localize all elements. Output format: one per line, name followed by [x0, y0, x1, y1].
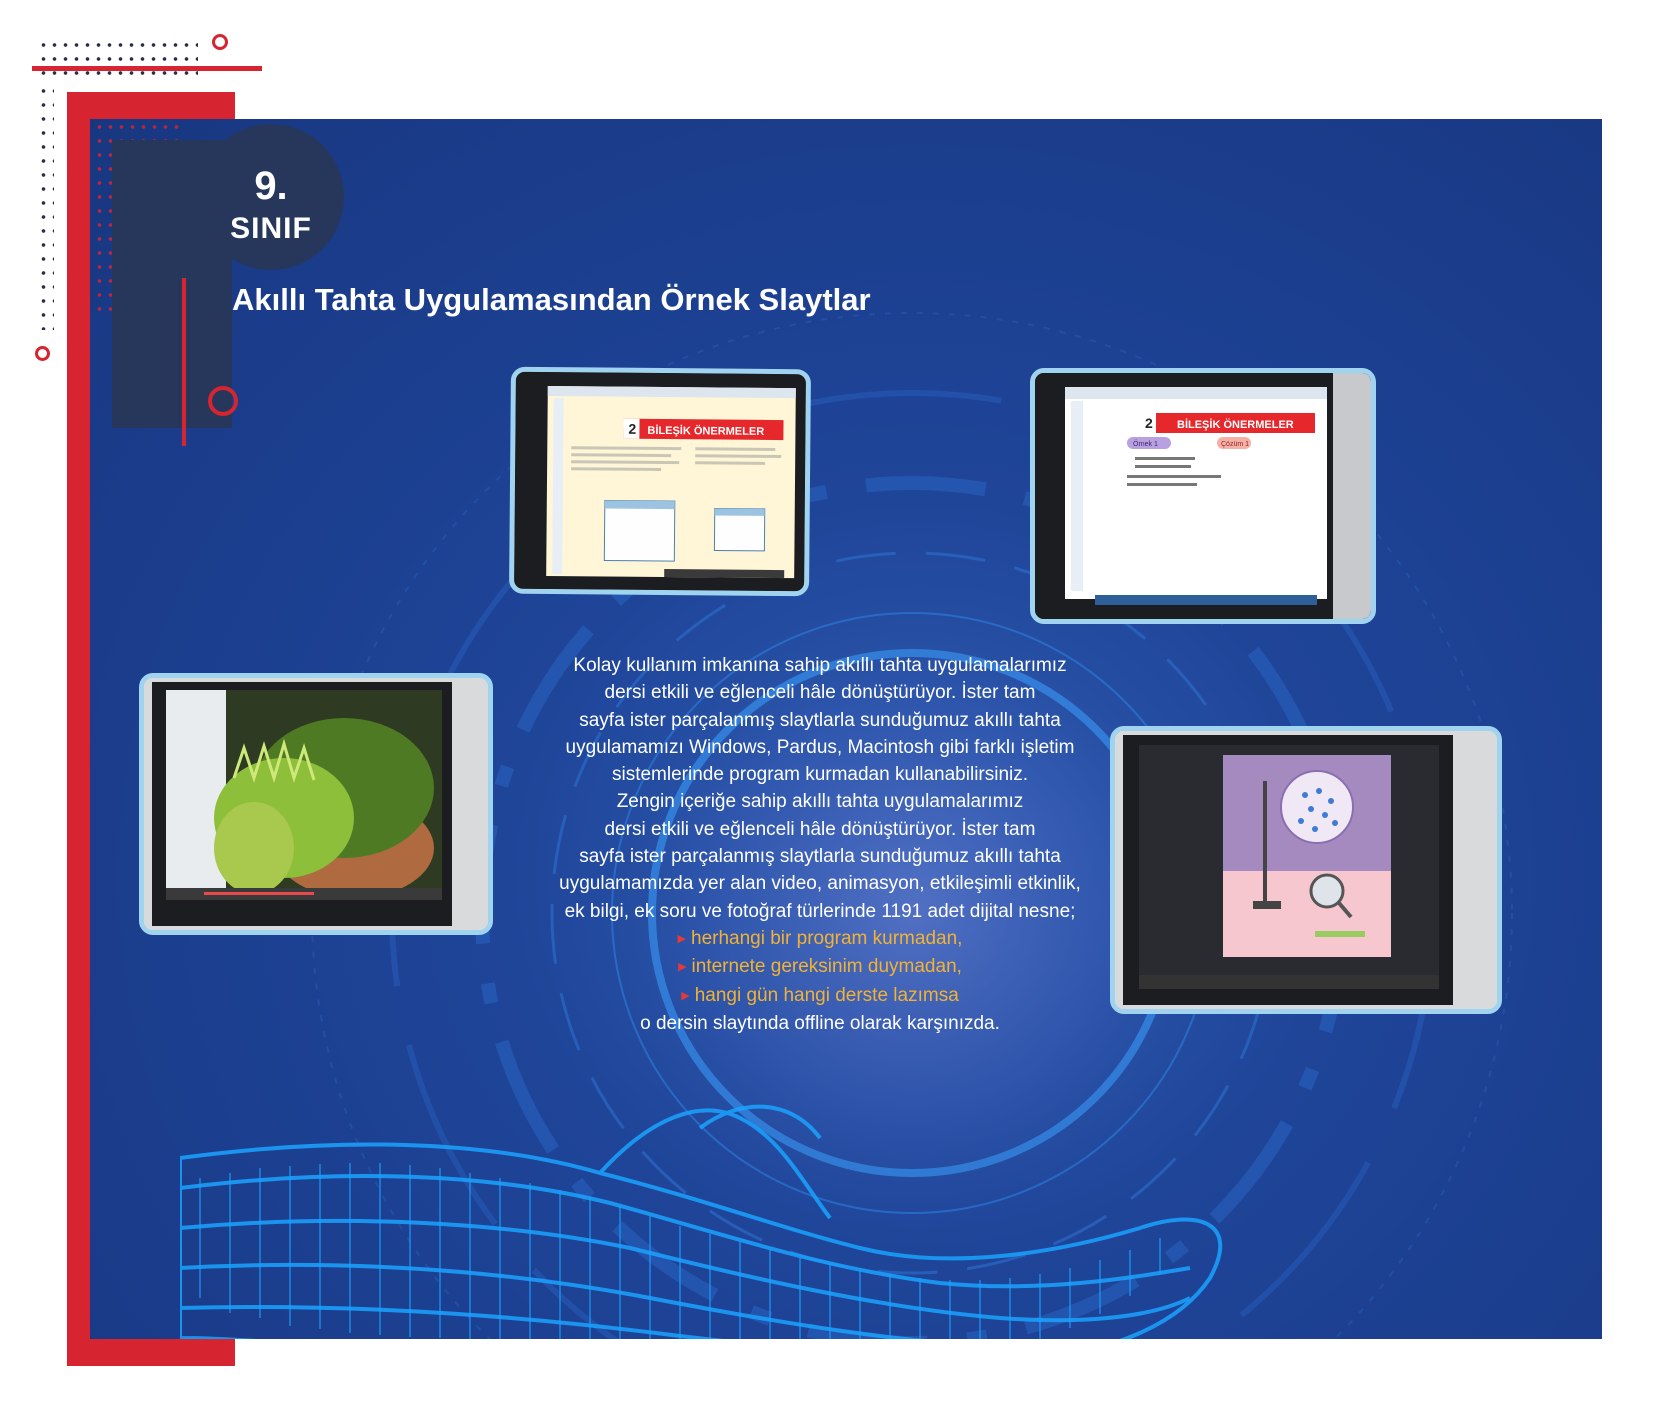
- body-line: dersi etkili ve eğlenceli hâle dönüştürüyor. İster tam: [604, 818, 1036, 840]
- body-line: sayfa ister parçalanmış slaytlarla sunduğumuz akıllı tahta: [579, 709, 1061, 731]
- solution-label: Çözüm 1: [1221, 441, 1250, 448]
- smartboard-slide: [1035, 373, 1371, 619]
- slide-screenshot-example: [1030, 368, 1376, 624]
- ring-icon: [35, 346, 50, 361]
- animation-screenshot-lab: [1110, 726, 1502, 1014]
- example-label: Örnek 1: [1133, 441, 1158, 448]
- grade-label: SINIF: [230, 212, 312, 245]
- red-vertical-rule: [182, 278, 186, 446]
- slide-header: BİLEŞİK ÖNERMELER: [1177, 419, 1294, 431]
- body-line: Kolay kullanım imkanına sahip akıllı tahta uygulamalarımız: [573, 655, 1067, 676]
- highlight-item: ▶ internete gereksinim duymadan,: [520, 953, 1120, 981]
- description-text: [520, 652, 1120, 1037]
- video-screenshot-plant: [139, 673, 493, 935]
- ring-icon: [208, 386, 238, 416]
- grade-badge: [198, 124, 344, 270]
- dot-pattern: [38, 38, 198, 84]
- grade-number: 9.: [254, 164, 288, 208]
- red-rule: [32, 66, 262, 71]
- body-line: sayfa ister parçalanmış slaytlarla sunduğumuz akıllı tahta: [579, 846, 1061, 868]
- body-line: dersi etkili ve eğlenceli hâle dönüştürüyor. İster tam: [604, 682, 1036, 704]
- slide-header: BİLEŞİK ÖNERMELER: [647, 424, 765, 438]
- closing-line: o dersin slaytında offline olarak karşınızda.: [640, 1012, 1000, 1034]
- smartboard-video: [144, 678, 488, 930]
- smartboard-animation: [1115, 731, 1497, 1009]
- body-line: uygulamamızda yer alan video, animasyon, etkileşimli etkinlik,: [559, 873, 1081, 895]
- ring-icon: [212, 34, 228, 50]
- body-line: ek bilgi, ek soru ve fotoğraf türlerinde 1191 adet dijital nesne;: [564, 900, 1076, 922]
- smartboard-slide: [514, 372, 806, 592]
- slide-screenshot-table: [509, 367, 811, 597]
- body-line: sistemlerinde program kurmadan kullanabilirsiniz.: [611, 764, 1029, 786]
- unit-number: 2: [1145, 415, 1153, 431]
- body-line: Zengin içeriğe sahip akıllı tahta uygulamalarımız: [616, 791, 1024, 813]
- dot-pattern-vertical: [38, 84, 54, 330]
- body-line: uygulamamızı Windows, Pardus, Macintosh gibi farklı işletim: [565, 736, 1075, 758]
- unit-number: 2: [628, 420, 637, 437]
- highlight-item: ▶ hangi gün hangi derste lazımsa: [520, 982, 1120, 1010]
- highlight-item: ▶ herhangi bir program kurmadan,: [520, 925, 1120, 953]
- page-title: Akıllı Tahta Uygulamasından Örnek Slaytlar: [232, 282, 871, 317]
